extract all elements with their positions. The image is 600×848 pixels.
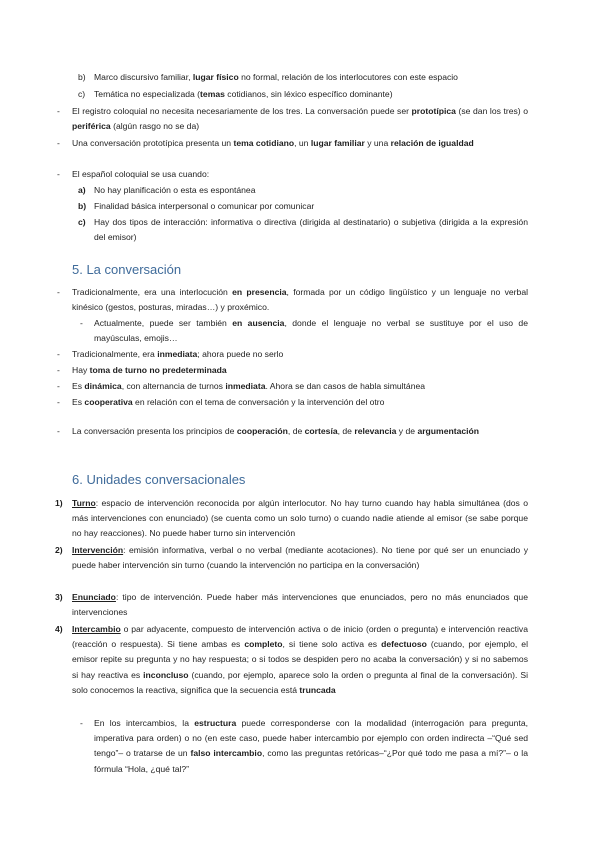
item-text: Turno: espacio de intervención reconocida por algún interlocutor. No hay turno cuando hay habla simultánea (dos o más intervenciones con enunciado) (se cuenta como un solo turno) o cuando nadie atiende al emisor (se sabe porque no hay reacciones). No puede haber turno sin intervención (72, 498, 528, 539)
list-item-b (78, 199, 528, 214)
bullet-marker: - (57, 397, 60, 407)
bullet-marker: - (57, 138, 60, 148)
list-marker: b) (78, 201, 87, 211)
bullet-text: Hay toma de turno no predeterminada (72, 365, 227, 375)
bullet-marker: - (57, 365, 60, 375)
bullet-text: El registro coloquial no necesita necesariamente de los tres. La conversación puede ser prototípica (se dan los tres) o periférica (algún rasgo no se da) (72, 106, 528, 132)
item-text: Intercambio o par adyacente, compuesto de intervención activa o de inicio (orden o pregunta) e intervención reactiva (reacción o respuesta). Si tiene ambas es completo, si tiene solo activa es defectuoso (cuando, por ejemplo, el emisor repite su pregunta y no hay respuesta; o si todos se despiden pero no acaba la conversación) y si no sabemos si hay reactiva es inconcluso (cuando, por ejemplo, aparece solo la orden o pregunta al final de la conversación). Si solo conocemos la reactiva, significa que la secuencia está truncada (72, 624, 528, 695)
bullet-conversacion-prototipica (57, 136, 528, 151)
bullet-text: Actualmente, puede ser también en ausencia, donde el lenguaje no verbal se sustituye por el uso de mayúsculas, emojis… (94, 318, 528, 344)
bullet-text: Tradicionalmente, era inmediata; ahora puede no serlo (72, 349, 284, 359)
list-item-b-marco (78, 70, 528, 85)
bullet-text: El español coloquial se usa cuando: (72, 169, 210, 179)
numbered-item-enunciado (55, 590, 528, 620)
bullet-marker: - (57, 169, 60, 179)
list-item-a (78, 183, 528, 198)
list-item-text: Marco discursivo familiar, lugar físico no formal, relación de los interlocutores con este espacio (94, 72, 458, 82)
bullet-cooperativa (57, 395, 528, 410)
item-text: Intervención: emisión informativa, verbal o no verbal (mediante acotaciones). No tiene por qué ser un enunciado y puede haber intervención sin turno (cuando la intervención no participa en la conversación) (72, 545, 528, 571)
bullet-marker: - (80, 318, 83, 328)
bullet-espanol-coloquial (57, 167, 528, 182)
numbered-item-turno (55, 496, 528, 542)
bullet-toma-de-turno (57, 363, 528, 378)
section-heading-5: 5. La conversación (72, 262, 182, 277)
numbered-item-intercambio (55, 622, 528, 698)
bullet-interlocucion (57, 285, 529, 315)
bullet-marker: - (80, 718, 83, 728)
bullet-registro-coloquial (57, 104, 528, 134)
number-marker: 3) (55, 592, 63, 602)
numbered-item-intervencion (55, 543, 528, 573)
bullet-text: La conversación presenta los principios de cooperación, de cortesía, de relevancia y de argumentación (72, 426, 480, 436)
number-marker: 2) (55, 545, 63, 555)
list-item-text: Finalidad básica interpersonal o comunicar por comunicar (94, 201, 315, 211)
number-marker: 1) (55, 498, 63, 508)
bullet-text: Es cooperativa en relación con el tema de conversación y la intervención del otro (72, 397, 385, 407)
bullet-text: Tradicionalmente, era una interlocución en presencia, formada por un código lingüístico y un lenguaje no verbal kinésico (gestos, posturas, miradas…) y proxémico. (72, 287, 529, 313)
list-marker: c) (78, 217, 86, 227)
bullet-marker: - (57, 426, 60, 436)
bullet-marker: - (57, 349, 60, 359)
bullet-principios (57, 424, 528, 439)
item-text: Enunciado: tipo de intervención. Puede haber más intervenciones que enunciados, pero no más enunciados que intervenciones (72, 592, 528, 618)
sub-bullet-estructura (80, 716, 529, 777)
list-item-c (78, 215, 528, 245)
list-marker: c) (78, 89, 86, 99)
bullet-inmediata (57, 347, 528, 362)
list-marker: a) (78, 185, 86, 195)
bullet-text: Una conversación prototípica presenta un tema cotidiano, un lugar familiar y una relación de igualdad (72, 138, 474, 148)
bullet-marker: - (57, 381, 60, 391)
bullet-marker: - (57, 287, 60, 297)
list-marker: b) (78, 72, 86, 82)
list-item-text: Hay dos tipos de interacción: informativa o directiva (dirigida al destinatario) o subjetiva (dirigida a la expresión del emisor) (94, 217, 528, 243)
bullet-marker: - (57, 106, 60, 116)
sub-bullet-en-ausencia (80, 316, 528, 346)
list-item-text: No hay planificación o esta es espontánea (94, 185, 256, 195)
number-marker: 4) (55, 624, 63, 634)
bullet-text: En los intercambios, la estructura puede corresponderse con la modalidad (interrogación para pregunta, imperativa para orden) o no (en este caso, puede haber intercambio por ejemplo con orden indirecta –“Qué sed tengo”– o tratarse de un falso intercambio, como las preguntas retóricas–“¿Por qué todo me pasa a mí?”– o la fórmula “Hola, ¿qué tal?” (94, 718, 529, 774)
bullet-text: Es dinámica, con alternancia de turnos inmediata. Ahora se dan casos de habla simultánea (72, 381, 426, 391)
list-item-c-tematica (78, 87, 528, 102)
section-heading-6: 6. Unidades conversacionales (72, 472, 246, 487)
bullet-dinamica (57, 379, 528, 394)
list-item-text: Temática no especializada (temas cotidianos, sin léxico específico dominante) (94, 89, 393, 99)
